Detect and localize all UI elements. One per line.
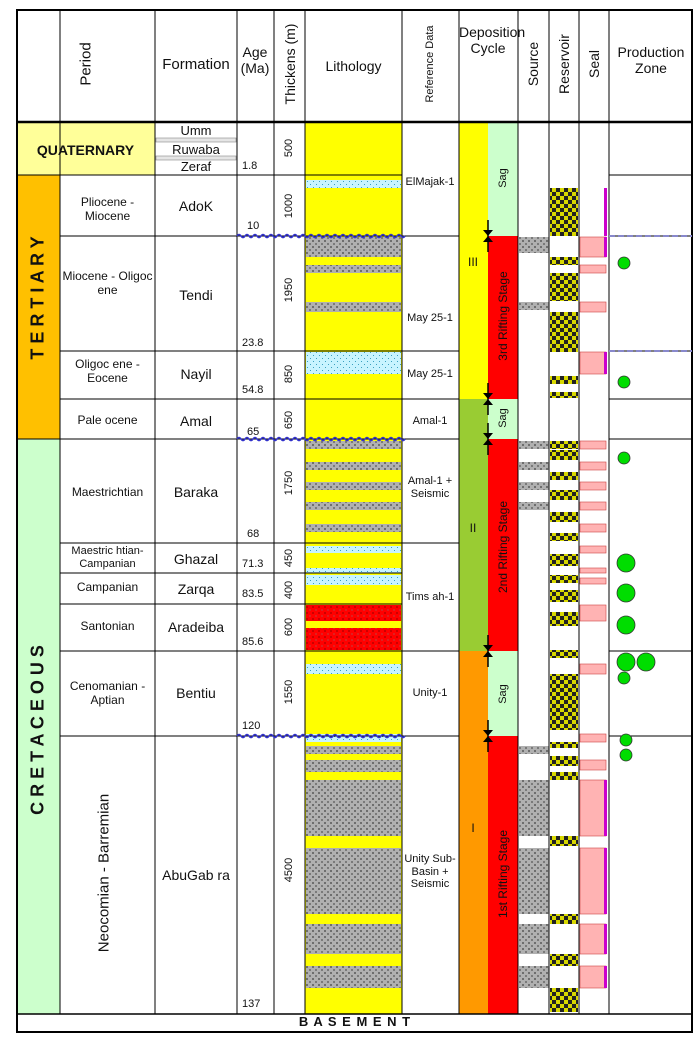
age-85-6: 85.6	[242, 636, 264, 648]
thickness-1950: 1950	[283, 277, 295, 303]
reservoir-interval	[550, 836, 578, 846]
seal-edge	[604, 966, 607, 988]
reservoir-interval	[550, 188, 578, 236]
source-interval	[519, 482, 549, 490]
header-source: Source	[525, 41, 541, 87]
formation-tendi: Tendi	[179, 287, 213, 303]
period-cenomanian-aptian: Cenomanian - Aptian	[69, 679, 146, 707]
seal-edge	[604, 848, 607, 914]
lithology-layer	[306, 502, 401, 510]
period-maestrichtian-campanian: Maestric htian- Campanian	[71, 545, 144, 570]
production-marker	[617, 616, 635, 634]
source-interval	[519, 746, 549, 754]
cycle-rift-3: 3rd Rifting Stage	[496, 271, 510, 361]
header-deposition: Deposition Cycle	[459, 24, 526, 57]
seal-interval	[580, 482, 606, 490]
header-period: Period	[77, 42, 95, 86]
reservoir-interval	[550, 590, 578, 602]
seal-interval	[580, 502, 606, 510]
age-54-8: 54.8	[242, 384, 264, 396]
age-137: 137	[242, 998, 261, 1010]
lithology-layer	[306, 848, 401, 914]
lithology-layer	[306, 482, 401, 490]
ref-amal1: Amal-1	[412, 415, 448, 427]
reservoir-interval	[550, 554, 578, 566]
age-120: 120	[242, 720, 261, 732]
thickness-4500: 4500	[283, 857, 295, 883]
formation-amal: Amal	[180, 413, 212, 429]
reservoir-interval	[550, 988, 578, 1012]
header-lithology: Lithology	[325, 58, 382, 74]
formation-ruwaba: Ruwaba	[172, 142, 220, 157]
source-interval	[519, 462, 549, 470]
formation-umm: Umm	[180, 123, 212, 138]
reservoir-interval	[550, 257, 578, 265]
reservoir-interval	[550, 533, 578, 541]
age-1-8: 1.8	[242, 160, 258, 172]
period-pliocene-miocene: Pliocene - Miocene	[80, 195, 135, 223]
period-paleocene: Pale ocene	[77, 413, 138, 427]
reservoir-interval	[550, 650, 578, 658]
seal-interval	[580, 605, 606, 621]
formation-baraka: Baraka	[173, 484, 219, 500]
formation-aradeiba: Aradeiba	[167, 619, 225, 635]
seal-interval	[580, 524, 606, 532]
formation-zeraf: Zeraf	[180, 159, 212, 174]
lithology-layer	[306, 265, 401, 273]
reservoir-interval	[550, 441, 578, 449]
production-marker	[618, 452, 630, 464]
reservoir-interval	[550, 772, 578, 780]
period-santonian: Santonian	[80, 619, 135, 633]
reservoir-interval	[550, 450, 578, 460]
seal-interval	[580, 924, 606, 954]
period-oligocene-eocene: Oligoc ene - Eocene	[75, 357, 140, 385]
ref-amal1-seismic: Amal-1 + Seismic	[407, 475, 453, 500]
period-miocene-oligocene: Miocene - Oligoc ene	[62, 269, 153, 297]
era-cretaceous: C R E T A C E O U S	[27, 645, 48, 815]
lithology-layer	[306, 302, 401, 312]
reservoir-interval	[550, 392, 578, 398]
header-seal: Seal	[586, 49, 602, 79]
lithology-layer	[306, 780, 401, 836]
lithology-layer	[306, 568, 401, 573]
seal-interval	[580, 302, 606, 312]
reservoir-interval	[550, 312, 578, 352]
header-thickness: Thickens (m)	[282, 23, 298, 105]
thickness-450: 450	[283, 548, 295, 568]
source-interval	[519, 848, 549, 914]
era-tertiary: T E R T I A R Y	[27, 236, 48, 360]
lithology-layer	[306, 664, 401, 674]
reservoir-interval	[550, 612, 578, 626]
reservoir-interval	[550, 954, 578, 966]
reservoir-interval	[550, 756, 578, 766]
production-marker	[620, 734, 632, 746]
ref-may25-tendi: May 25-1	[407, 312, 453, 324]
age-10: 10	[247, 220, 260, 232]
thickness-1000: 1000	[283, 193, 295, 219]
cycle-rift-2: 2nd Rifting Stage	[496, 500, 510, 594]
lithology-layer	[306, 628, 401, 650]
lithology-layer	[306, 237, 401, 257]
age-23-8: 23.8	[242, 337, 264, 349]
ref-unity: Unity-1	[412, 687, 448, 699]
period-neocomian-barremian: Neocomian - Barremian	[95, 793, 113, 953]
reservoir-interval	[550, 273, 578, 301]
production-marker	[617, 584, 635, 602]
seal-edge	[604, 188, 607, 236]
seal-interval	[580, 734, 606, 742]
age-68: 68	[247, 528, 260, 540]
seal-interval	[580, 265, 606, 273]
lithology-layer	[306, 441, 401, 449]
header-age: Age (Ma)	[240, 44, 270, 77]
basement-label: B A S E M E N T	[298, 1014, 412, 1029]
seal-interval	[580, 441, 606, 449]
ref-unity-sub-basin: Unity Sub-Basin + Seismic	[404, 853, 456, 891]
reservoir-interval	[550, 575, 578, 583]
reservoir-interval	[550, 742, 578, 748]
lithology-layer	[306, 575, 401, 585]
source-interval	[519, 302, 549, 310]
source-interval	[519, 502, 549, 510]
thickness-850: 850	[283, 364, 295, 384]
age-65: 65	[247, 426, 260, 438]
lithology-layer	[306, 924, 401, 954]
production-marker	[617, 653, 635, 671]
era-quaternary: QUATERNARY	[36, 142, 135, 158]
seal-interval	[580, 352, 606, 374]
thickness-500: 500	[283, 138, 295, 158]
production-marker	[620, 749, 632, 761]
age-83-5: 83.5	[242, 588, 264, 600]
lithology-layer	[306, 966, 401, 988]
thickness-600: 600	[283, 617, 295, 637]
formation-zarqa: Zarqa	[177, 581, 215, 597]
ref-timsah: Tims ah-1	[405, 591, 455, 603]
reservoir-interval	[550, 472, 578, 480]
seal-interval	[580, 966, 606, 988]
source-interval	[519, 780, 549, 836]
header-formation: Formation	[162, 56, 230, 73]
reservoir-interval	[550, 490, 578, 500]
reservoir-interval	[550, 674, 578, 730]
ref-may25-nayil: May 25-1	[407, 368, 453, 380]
ref-elmajak: ElMajak-1	[405, 176, 455, 188]
production-marker	[617, 554, 635, 572]
source-interval	[519, 237, 549, 253]
thickness-1550: 1550	[283, 679, 295, 705]
formation-bentiu: Bentiu	[176, 685, 216, 701]
cycle-rift-1: 1st Rifting Stage	[496, 829, 510, 919]
seal-interval	[580, 568, 606, 573]
reservoir-interval	[550, 512, 578, 522]
seal-interval	[580, 237, 606, 257]
cycle-sag-upper: Sag	[497, 168, 509, 188]
cycle-sag-lower: Sag	[497, 684, 509, 704]
formation-adok: AdoK	[178, 198, 214, 214]
source-interval	[519, 924, 549, 954]
thickness-400: 400	[283, 580, 295, 600]
reservoir-interval	[550, 914, 578, 924]
seal-edge	[604, 237, 607, 257]
age-71-3: 71.3	[242, 558, 264, 570]
lithology-layer	[306, 760, 401, 772]
formation-nayil: Nayil	[180, 366, 212, 382]
seal-interval	[580, 780, 606, 836]
seal-interval	[580, 760, 606, 770]
lithology-layer	[306, 352, 401, 374]
seal-interval	[580, 848, 606, 914]
production-marker	[637, 653, 655, 671]
source-interval	[519, 966, 549, 988]
seal-edge	[604, 780, 607, 836]
seal-edge	[604, 924, 607, 954]
reservoir-interval	[550, 376, 578, 384]
production-marker	[618, 257, 630, 269]
seal-interval	[580, 664, 606, 674]
period-maestrichtian: Maestrichtian	[71, 485, 144, 499]
lithology-layer	[306, 180, 401, 188]
thickness-1750: 1750	[283, 470, 295, 496]
cycle-i: I	[471, 821, 475, 835]
lithology-layer	[306, 462, 401, 470]
lithology-layer	[306, 605, 401, 621]
thickness-650: 650	[283, 410, 295, 430]
period-campanian: Campanian	[76, 580, 139, 594]
cycle-sag-middle: Sag	[497, 408, 509, 428]
formation-ghazal: Ghazal	[173, 551, 219, 567]
header-production: Production Zone	[617, 44, 685, 77]
lithology-layer	[306, 524, 401, 532]
seal-interval	[580, 462, 606, 470]
seal-interval	[580, 546, 606, 553]
seal-edge	[604, 352, 607, 374]
seal-interval	[580, 578, 606, 584]
production-marker	[618, 376, 630, 388]
cycle-iii: III	[467, 255, 478, 269]
formation-abugabra: AbuGab ra	[162, 867, 230, 883]
source-interval	[519, 441, 549, 449]
cycle-ii: II	[469, 521, 477, 535]
lithology-layer	[306, 746, 401, 754]
header-reference: Reference Data	[424, 25, 436, 103]
header-reservoir: Reservoir	[556, 34, 572, 94]
lithology-layer	[306, 546, 401, 553]
production-marker	[618, 672, 630, 684]
